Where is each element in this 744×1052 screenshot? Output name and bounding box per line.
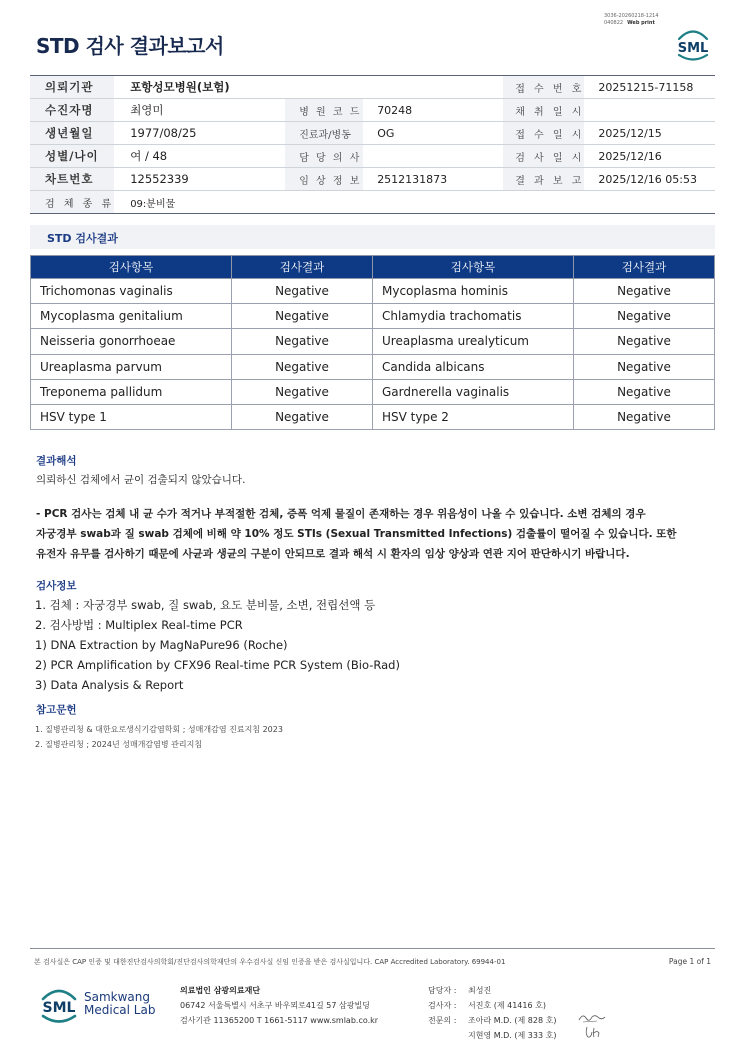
table-row [31, 379, 715, 404]
label-report-date: 결 과 보 고 [503, 168, 584, 191]
table-row [31, 329, 715, 354]
footer-organization [180, 983, 378, 1028]
test-item: Chlamydia trachomatis [373, 304, 574, 329]
staff-value: 지현영 M.D. (제 333 호) [468, 1031, 557, 1040]
staff-value: 최성진 [468, 986, 492, 995]
info-row-sex-age [30, 145, 715, 168]
value-clinical-info: 2512131873 [363, 168, 503, 191]
test-info-line-3: 1) DNA Extraction by MagNaPure96 (Roche) [35, 638, 288, 652]
results-section-title: STD 검사결과 [47, 232, 118, 245]
staff-line [428, 1028, 556, 1043]
sml-logo-text: SML [677, 41, 709, 56]
header-test-item-2: 검사항목 [373, 256, 574, 279]
brand-line-1: Samkwang [84, 990, 150, 1004]
page-title: STD 검사 결과보고서 [36, 34, 224, 58]
label-test-date: 검 사 일 시 [503, 145, 584, 168]
label-collection-date: 채 취 일 시 [503, 99, 584, 122]
interpretation-note-line-1: - PCR 검사는 검체 내 균 수가 적거나 부적절한 검체, 증폭 억제 물질이 존재하는 경우 위음성이 나올 수 있습니다. 소변 검체의 경우 [36, 508, 646, 520]
interpretation-note-line-3: 유전자 유무를 검사하기 때문에 사균과 생균의 구분이 안되므로 결과 해석 시 환자의 임상 양상과 연관 지어 판단하시기 바랍니다. [36, 548, 630, 560]
table-row [31, 404, 715, 429]
value-specimen-type: 09:분비물 [114, 191, 715, 214]
footer-logo-text: SML [42, 1000, 76, 1016]
value-sex-age: 여 / 48 [114, 145, 285, 168]
label-hospital-code: 병 원 코 드 [285, 99, 363, 122]
label-birthdate: 생년월일 [30, 122, 114, 145]
value-doctor [363, 145, 503, 168]
label-doctor: 담 당 의 사 [285, 145, 363, 168]
label-accession-no: 접 수 번 호 [503, 76, 584, 99]
test-info-line-5: 3) Data Analysis & Report [35, 678, 184, 692]
test-result: Negative [232, 404, 373, 429]
value-birthdate: 1977/08/25 [114, 122, 285, 145]
label-chart-no: 차트번호 [30, 168, 114, 191]
test-result: Negative [232, 354, 373, 379]
label-specimen-type: 검 체 종 류 [30, 191, 114, 214]
org-address: 06742 서울특별시 서초구 바우뫼로41길 57 삼광빌딩 [180, 1001, 370, 1010]
test-result: Negative [574, 404, 715, 429]
brand-line-2: Medical Lab [84, 1003, 156, 1017]
info-row-chart-no [30, 168, 715, 191]
document-code-line2: 040822 [604, 20, 624, 26]
value-collection-date [584, 99, 715, 122]
test-item: HSV type 2 [373, 404, 574, 429]
footer-staff [428, 983, 556, 1043]
value-institution: 포항성모병원(보험) [114, 76, 503, 99]
header-test-result-1: 검사결과 [232, 256, 373, 279]
test-result: Negative [232, 329, 373, 354]
value-report-date: 2025/12/16 05:53 [584, 168, 715, 191]
footer-divider [30, 948, 715, 949]
info-row-specimen [30, 191, 715, 214]
label-received-date: 접 수 일 시 [503, 122, 584, 145]
test-item: Candida albicans [373, 354, 574, 379]
test-result: Negative [574, 329, 715, 354]
label-clinical-info: 임 상 정 보 [285, 168, 363, 191]
test-item: HSV type 1 [31, 404, 232, 429]
value-chart-no: 12552339 [114, 168, 285, 191]
test-item: Treponema pallidum [31, 379, 232, 404]
interpretation-summary: 의뢰하신 검체에서 균이 검출되지 않았습니다. [36, 474, 246, 486]
staff-line [428, 983, 556, 998]
info-row-institution [30, 76, 715, 99]
org-name: 의료법인 삼광의료재단 [180, 986, 261, 995]
label-institution: 의뢰기관 [30, 76, 114, 99]
reference-line-2: 2. 질병관리청 ; 2024년 성매개감염병 관리지침 [35, 740, 203, 749]
document-code-line1: 3036-20260218-1214 [604, 13, 659, 19]
test-info-line-2: 2. 검사방법 : Multiplex Real-time PCR [35, 618, 243, 632]
test-item: Gardnerella vaginalis [373, 379, 574, 404]
test-info-line-4: 2) PCR Amplification by CFX96 Real-time PCR System (Bio-Rad) [35, 658, 400, 672]
footer-certification: 본 검사실은 CAP 인증 및 대한진단검사의학회/진단검사의학재단의 우수검사실 신임 인증을 받은 검사실입니다. CAP Accredited Laboratory. 69944-01 [34, 958, 506, 966]
test-result: Negative [574, 304, 715, 329]
label-department: 진료과/병동 [285, 122, 363, 145]
value-hospital-code: 70248 [363, 99, 503, 122]
test-result: Negative [232, 379, 373, 404]
label-sex-age: 성별/나이 [30, 145, 114, 168]
value-accession-no: 20251215-71158 [584, 76, 715, 99]
table-row [31, 354, 715, 379]
test-item: Trichomonas vaginalis [31, 279, 232, 304]
sml-logo-icon [672, 24, 714, 68]
interpretation-title: 결과해석 [36, 455, 77, 467]
label-patient-name: 수진자명 [30, 99, 114, 122]
interpretation-note-line-2: 자궁경부 swab과 질 swab 검체에 비해 약 10% 정도 STIs (Sexual Transmitted Infections) 검출률이 떨어질 수 있습니다. 또한 [36, 528, 677, 540]
staff-line [428, 998, 556, 1013]
test-item: Mycoplasma genitalium [31, 304, 232, 329]
signature-2-icon [583, 1024, 603, 1044]
test-item: Mycoplasma hominis [373, 279, 574, 304]
staff-line [428, 1013, 556, 1028]
patient-info-table [30, 75, 715, 214]
table-row [31, 279, 715, 304]
info-row-patient-name [30, 99, 715, 122]
table-row [31, 304, 715, 329]
test-item: Ureaplasma parvum [31, 354, 232, 379]
print-type: Web print [627, 20, 655, 26]
footer-sml-logo-icon [36, 984, 82, 1032]
test-info-line-1: 1. 검체 : 자궁경부 swab, 질 swab, 요도 분비물, 소변, 전립선액 등 [35, 598, 376, 612]
value-test-date: 2025/12/16 [584, 145, 715, 168]
value-patient-name: 최영미 [114, 99, 285, 122]
header-test-result-2: 검사결과 [574, 256, 715, 279]
test-result: Negative [574, 354, 715, 379]
value-department: OG [363, 122, 503, 145]
staff-label: 담당자 : [428, 986, 457, 995]
test-item: Neisseria gonorrhoeae [31, 329, 232, 354]
footer-brand [84, 991, 155, 1017]
document-code [604, 13, 659, 27]
test-result: Negative [232, 279, 373, 304]
test-item: Ureaplasma urealyticum [373, 329, 574, 354]
staff-value: 서진호 (제 41416 호) [468, 1001, 546, 1010]
reference-line-1: 1. 질병관리청 & 대한요로생식기감염학회 ; 성매개감염 진료지침 2023 [35, 725, 283, 734]
references-title: 참고문헌 [36, 704, 77, 716]
test-result: Negative [574, 379, 715, 404]
staff-label: 전문의 : [428, 1016, 457, 1025]
results-section-bar [30, 225, 715, 249]
results-header-row [31, 256, 715, 279]
test-info-title: 검사정보 [36, 580, 77, 592]
org-contact: 검사기관 11365200 T 1661-5117 www.smlab.co.kr [180, 1016, 379, 1025]
staff-value: 조아라 M.D. (제 828 호) [468, 1016, 557, 1025]
header-test-item-1: 검사항목 [31, 256, 232, 279]
results-table [30, 255, 715, 430]
info-row-birthdate [30, 122, 715, 145]
staff-label: 검사자 : [428, 1001, 457, 1010]
page-number: Page 1 of 1 [668, 957, 711, 966]
value-received-date: 2025/12/15 [584, 122, 715, 145]
test-result: Negative [232, 304, 373, 329]
test-result: Negative [574, 279, 715, 304]
